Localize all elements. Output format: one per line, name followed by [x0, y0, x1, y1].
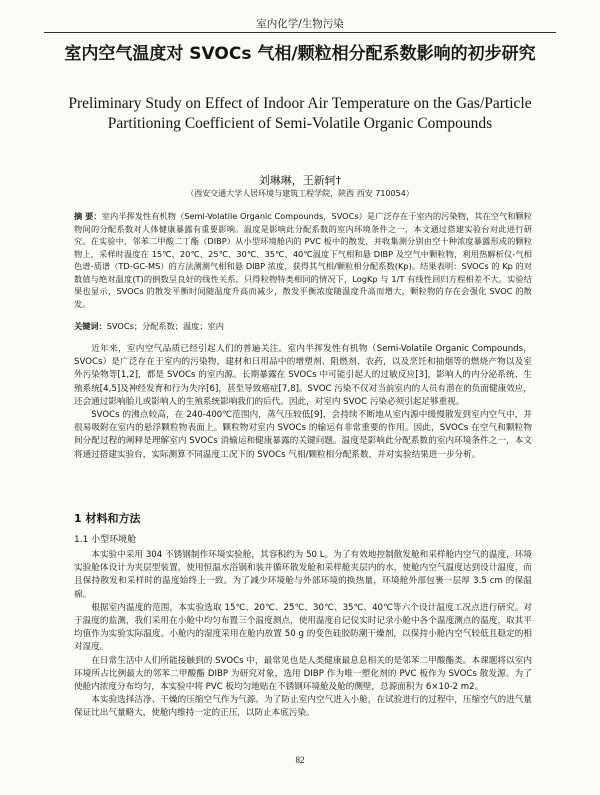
- page-number: 82: [295, 755, 305, 765]
- keywords: [74, 320, 532, 332]
- methods-paragraph-4: 本实验选择洁净、干燥的压缩空气作为气源。为了防止室内空气进入小舱，在试验进行的过程中，压缩空气的进气量保证比出气量略大，使舱内维持一定的正压，以防止本底污染。: [74, 695, 532, 719]
- subsection-heading-1-1: 1.1 小型环境舱: [74, 535, 137, 545]
- keywords-label: 关键词：: [74, 321, 107, 331]
- introduction: [74, 343, 532, 462]
- abstract-label: 摘 要：: [74, 211, 102, 221]
- header-rule: [44, 32, 556, 33]
- intro-paragraph-1: 近年来，室内空气品质已经引起人们的普遍关注。室内半挥发性有机物（Semi-Volatile Organic Compounds，SVOCs）是广泛存在于室内的污染物，建材和日用品中的增塑剂、阻燃剂、农药，以及烹饪和抽烟等的燃烧产物以及室外污染物等[1,2]，都是 SVOCs 的室内源。长期暴露在 SVOCs 中可能引起人的过敏反应[3]，影响人的内分泌系统、生殖系统[4,5]及神经发育和行为失序[6]，甚至导致癌症[7,8]。SVOC 污染不仅对当前室内的人员有潜在的负面健康效应，还会通过影响胎儿或影响人的生殖系统影响我们的后代。因此，对室内 SVOC 污染必须引起足够重视。: [74, 344, 532, 407]
- running-header: 室内化学/生物污染: [256, 18, 344, 30]
- affiliation: （西安交通大学人居环境与建筑工程学院，陕西 西安 710054）: [186, 189, 414, 198]
- intro-paragraph-2: SVOCs 的沸点较高，在 240-400℃范围内，蒸气压较低[9]，会持续不断地从室内源中缓慢散发到室内空气中，并很易吸附在室内的悬浮颗粒物表面上。颗粒物对室内 SVOCs 的输运有非常重要的作用。因此，SVOCs 在空气和颗粒物间分配过程的阐释是理解室内 SVOCs 消输运和健康暴露的关键问题。温度是影响此分配系数的室内环境条件之一，本文将通过搭建实验台，实际测算不同温度工况下的 SVOCs 气相/颗粒相分配系数，并对实验结果进一步分析。: [74, 410, 532, 460]
- methods-paragraph-3: 在日常生活中人们所能接触到的 SVOCs 中，最常见也是人类健康最息息相关的是邻苯二甲酸酯类。本课题将以室内环境所占比例最大的邻苯二甲酸酯 DIBP 为研究对象，选用 DIBP 作为唯一塑化剂的 PVC 板作为 SVOCs 散发源。为了使舱内浓度分布均匀，本实验中将 PVC 板均匀地贴在不锈钢环境舱及舱的侧壁，总源面积为 6×10-2 m2。: [74, 655, 532, 693]
- paper-title-cn: 室内空气温度对 SVOCs 气相/颗粒相分配系数影响的初步研究: [64, 44, 536, 64]
- abstract-text: 室内半挥发性有机物（Semi-Volatile Organic Compounds，SVOCs）是广泛存在于室内的污染物，其在空气和颗粒物间的分配系数对人体健康暴露有重要影响。温度是影响此分配系数的室内环境条件之一，本文通过搭建实验台对此进行研究。在实验中，邻苯二甲酸二丁酯（DIBP）从小型环境舱内的 PVC 板中的散发，并收集测分别由空十种浓度暴露形成的颗粒物上，采样时温度在 15℃、20℃、25℃、30℃、35℃、40℃温度下气相和悬 DIBP 及空气中颗粒物，利用热解析仪-气相色谱-质谱（TD-GC-MS）的方法测测气相和悬 DIBP 浓度，获得其气相/颗粒相分配系数(Kp)。结果表明：SVOCs 的 Kp 的对数值与绝对温度(T)的倒数呈良好的线性关系，只得粒物特类相同的情况下，LogKp 与 1/T 有线性回归方程相差不大。实验结果也显示，SVOCs 的散发平衡时间随温度升高而减少，散发平衡浓度随温度升高而增大，颗粒物的存在会强化 SVOC 的散发。: [74, 211, 532, 309]
- paper-title-en: Preliminary Study on Effect of Indoor Air Temperature on the Gas/Particle Partitioning Coefficient of Semi-Volatile Organic Compounds: [68, 95, 532, 132]
- authors: 刘琳琳，王新轲†: [258, 174, 342, 187]
- methods-text: [74, 549, 532, 721]
- abstract: [74, 210, 532, 310]
- methods-paragraph-1: 本实验中采用 304 不锈钢制作环境实验舱，其容积约为 50 L。为了有效地控制散发舱和采样舱内空气的温度，环境实验舱体设计为夹层型装置，使用恒温水浴锅和装并循环散发舱和采样舱夹层内的水，使舱内空气温度达到设计温度，而且保持散发和采样时的温度始终上一致。为了减少环境舱与外部环境的换热量，环境舱外部包裹一层厚 3.5 cm 的保温棉。: [74, 550, 532, 600]
- keywords-text: SVOCs；分配系数；温度；室内: [106, 321, 224, 331]
- methods-paragraph-2: 根据室内温度的范围，本实验选取 15℃、20℃、25℃、30℃、35℃、40℃等六个设计温度工况点进行研究。对于温度的监测，我们采用在小舱中均匀布置三个温度测点，使用温度自记仪实时记录小舱中各个温度测点的温度，取其平均值作为实验实际温度。小舱内的湿度采用在舱内放置 50 g 的变色硅胶防潮干燥剂，以保持小舱内空气较低且稳定的相对湿度。: [74, 602, 532, 653]
- section-heading-1: 1 材料和方法: [74, 512, 141, 525]
